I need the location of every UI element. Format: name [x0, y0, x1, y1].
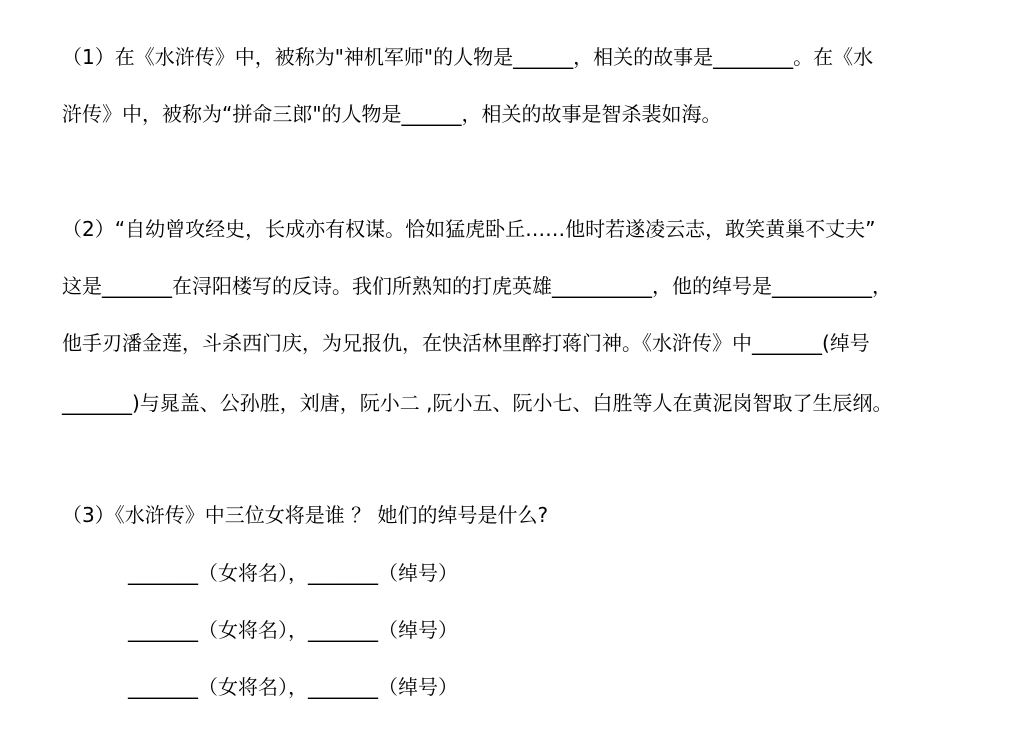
question-3-answer-row-2: _______（女将名），_______（绰号）: [128, 618, 458, 642]
question-1-line-2: 浒传》中，被称为“拼命三郎"的人物是______，相关的故事是智杀裴如海。: [62, 102, 722, 126]
question-2-line-4: _______)与晁盖、公孙胜，刘唐，阮小二 ,阮小五、阮小七、白胜等人在黄泥岗智取了生辰纲。: [62, 391, 893, 415]
question-2-line-1: （2）“自幼曾攻经史，长成亦有权谋。恰如猛虎卧丘……他时若遂凌云志，敢笑黄巢不丈夫”: [62, 217, 876, 241]
question-2-line-2: 这是_______在浔阳楼写的反诗。我们所熟知的打虎英雄__________，他的绰号是__________，: [62, 274, 892, 298]
question-3-answer-row-3: _______（女将名），_______（绰号）: [128, 675, 458, 699]
question-2-line-3: 他手刃潘金莲，斗杀西门庆，为兄报仇，在快活林里醉打蒋门神。《水浒传》中_______(绰号: [62, 331, 870, 355]
question-1-line-1: （1）在《水浒传》中，被称为"神机军师"的人物是______，相关的故事是________。在《水: [62, 45, 874, 69]
question-3-prompt: （3）《水浒传》中三位女将是谁 ？ 她们的绰号是什么?: [62, 503, 549, 527]
question-3-answer-row-1: _______（女将名），_______（绰号）: [128, 561, 458, 585]
